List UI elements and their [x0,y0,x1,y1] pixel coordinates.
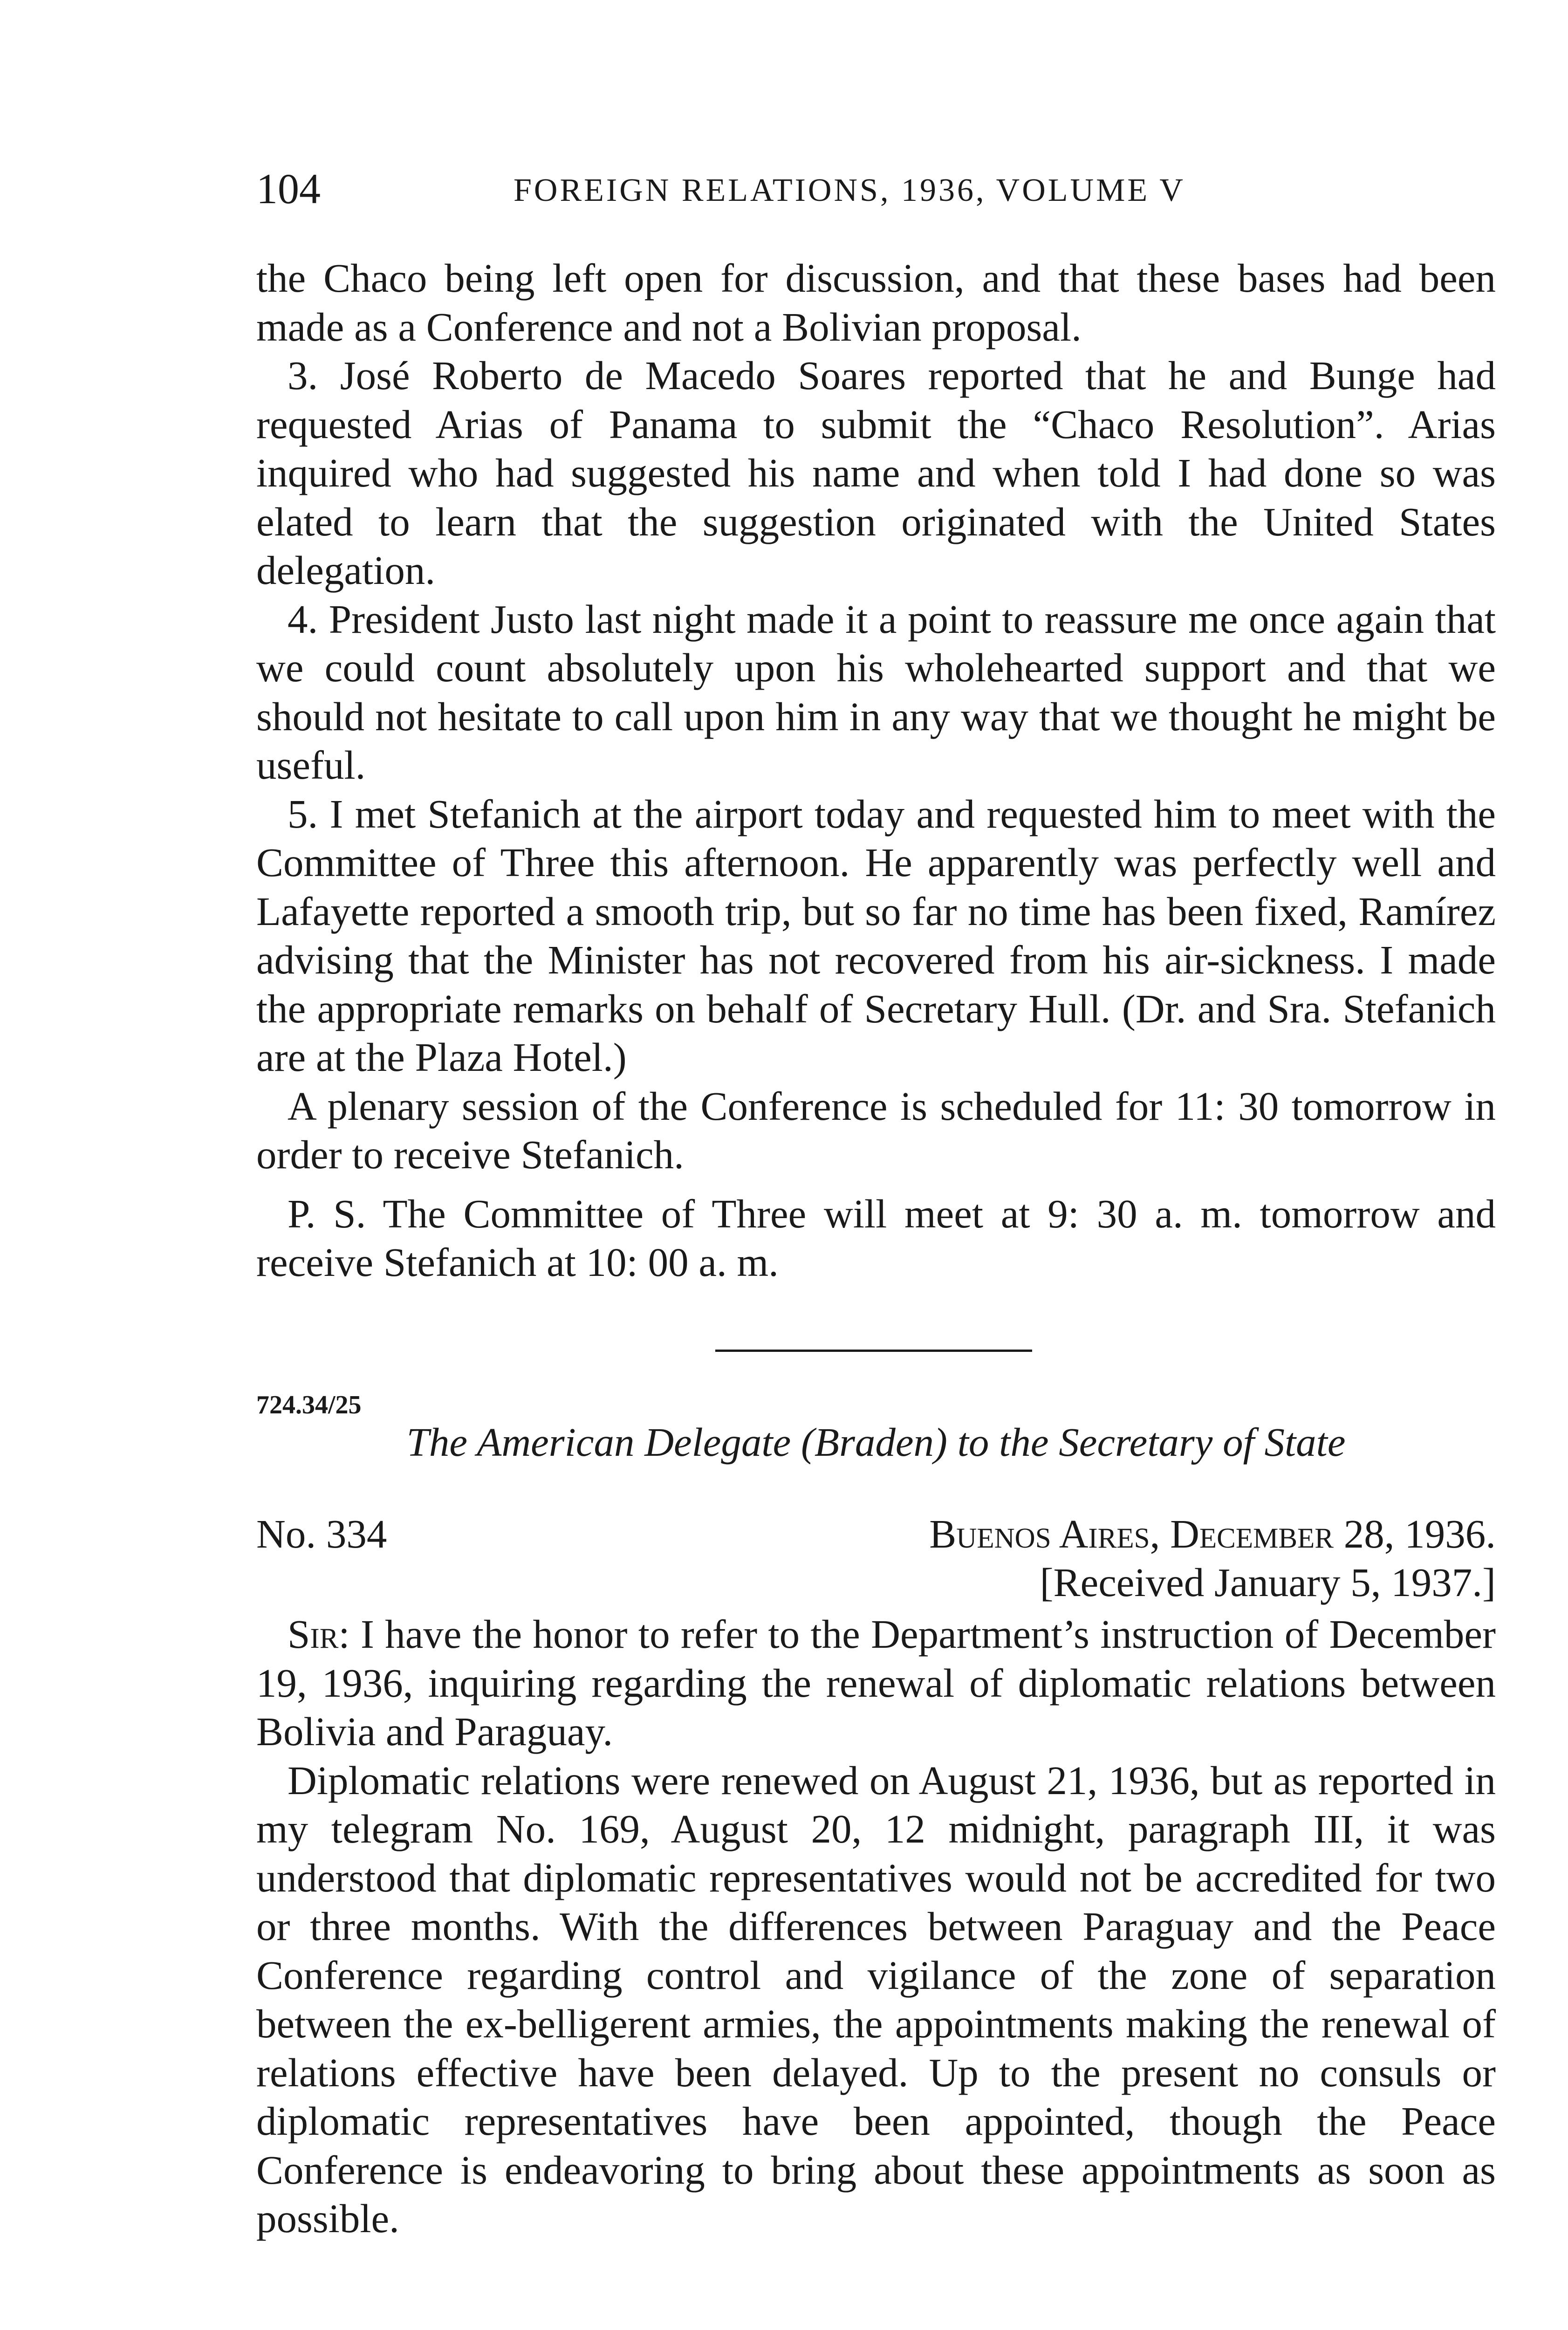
item-paragraph-5: 5. I met Stefanich at the airport today and requested him to meet with the Committee of Three this afternoon. He apparently was perfectly well and Lafayette reported a smooth trip, but so far no time has been fixed, Ramírez advising that the Minister has not recovered from his air-sickness. I made the appropriate remarks on behalf of Secretary Hull. (Dr. and Sra. Stefanich are at the Plaza Hotel.) [256,791,1496,1080]
letter-paragraph-1 [256,1610,1496,1756]
running-title: FOREIGN RELATIONS, 1936, VOLUME V [514,172,1185,208]
dateline [256,1510,1496,1612]
received-date: [Received January 5, 1937.] [1040,1560,1496,1605]
document-title: The American Delegate (Braden) to the Secretary of State [406,1419,1346,1465]
postscript-paragraph: P. S. The Committee of Three will meet at 9: 30 a. m. tomorrow and receive Stefanich at 10: 00 a. m. [256,1191,1496,1285]
letter-body [256,1610,1496,2243]
letter-paragraph-1-text: I have the honor to refer to the Department’s instruction of December 19, 1936, inquiring regarding the renewal of diplomatic relations between Bolivia and Paraguay. [256,1611,1496,1754]
item-paragraph-4: 4. President Justo last night made it a point to reassure me once again that we could count absolutely upon his wholehearted support and that we should not hesitate to call upon him in any way that we thought he might be useful. [256,596,1496,788]
section-divider [715,1350,1032,1352]
plenary-session-paragraph: A plenary session of the Conference is scheduled for 11: 30 tomorrow in order to receive Stefanich. [256,1083,1496,1177]
salutation: Sir: [288,1611,350,1657]
running-head [256,163,1496,214]
file-number: 724.34/25 [256,1391,362,1419]
item-paragraph-3: 3. José Roberto de Macedo Soares reported that he and Bunge had requested Arias of Panama to submit the “Chaco Resolution”. Arias inquired who had suggested his name and when told I had done so was elated to learn that the suggestion originated with the United States delegation. [256,353,1496,593]
continuation-paragraph: the Chaco being left open for discussion, and that these bases had been made as a Conference and not a Bolivian proposal. [256,255,1496,350]
letter-paragraph-2: Diplomatic relations were renewed on August 21, 1936, but as reported in my telegram No. 169, August 20, 12 midnight, paragraph III, it was understood that diplomatic representatives would not be accredited for two or three months. With the differences between Paraguay and the Peace Conference regarding control and vigilance of the zone of separation between the ex-belligerent armies, the appointments making the renewal of relations effective have been delayed. Up to the present no consuls or diplomatic representatives have been appointed, though the Peace Conference is endeavoring to bring about these appointments as soon as possible. [256,1757,1496,2241]
upper-text-block [256,254,1496,1287]
place-date: Buenos Aires, December 28, 1936. [929,1511,1496,1556]
document-number: No. 334 [256,1511,387,1556]
page-number: 104 [256,165,321,212]
